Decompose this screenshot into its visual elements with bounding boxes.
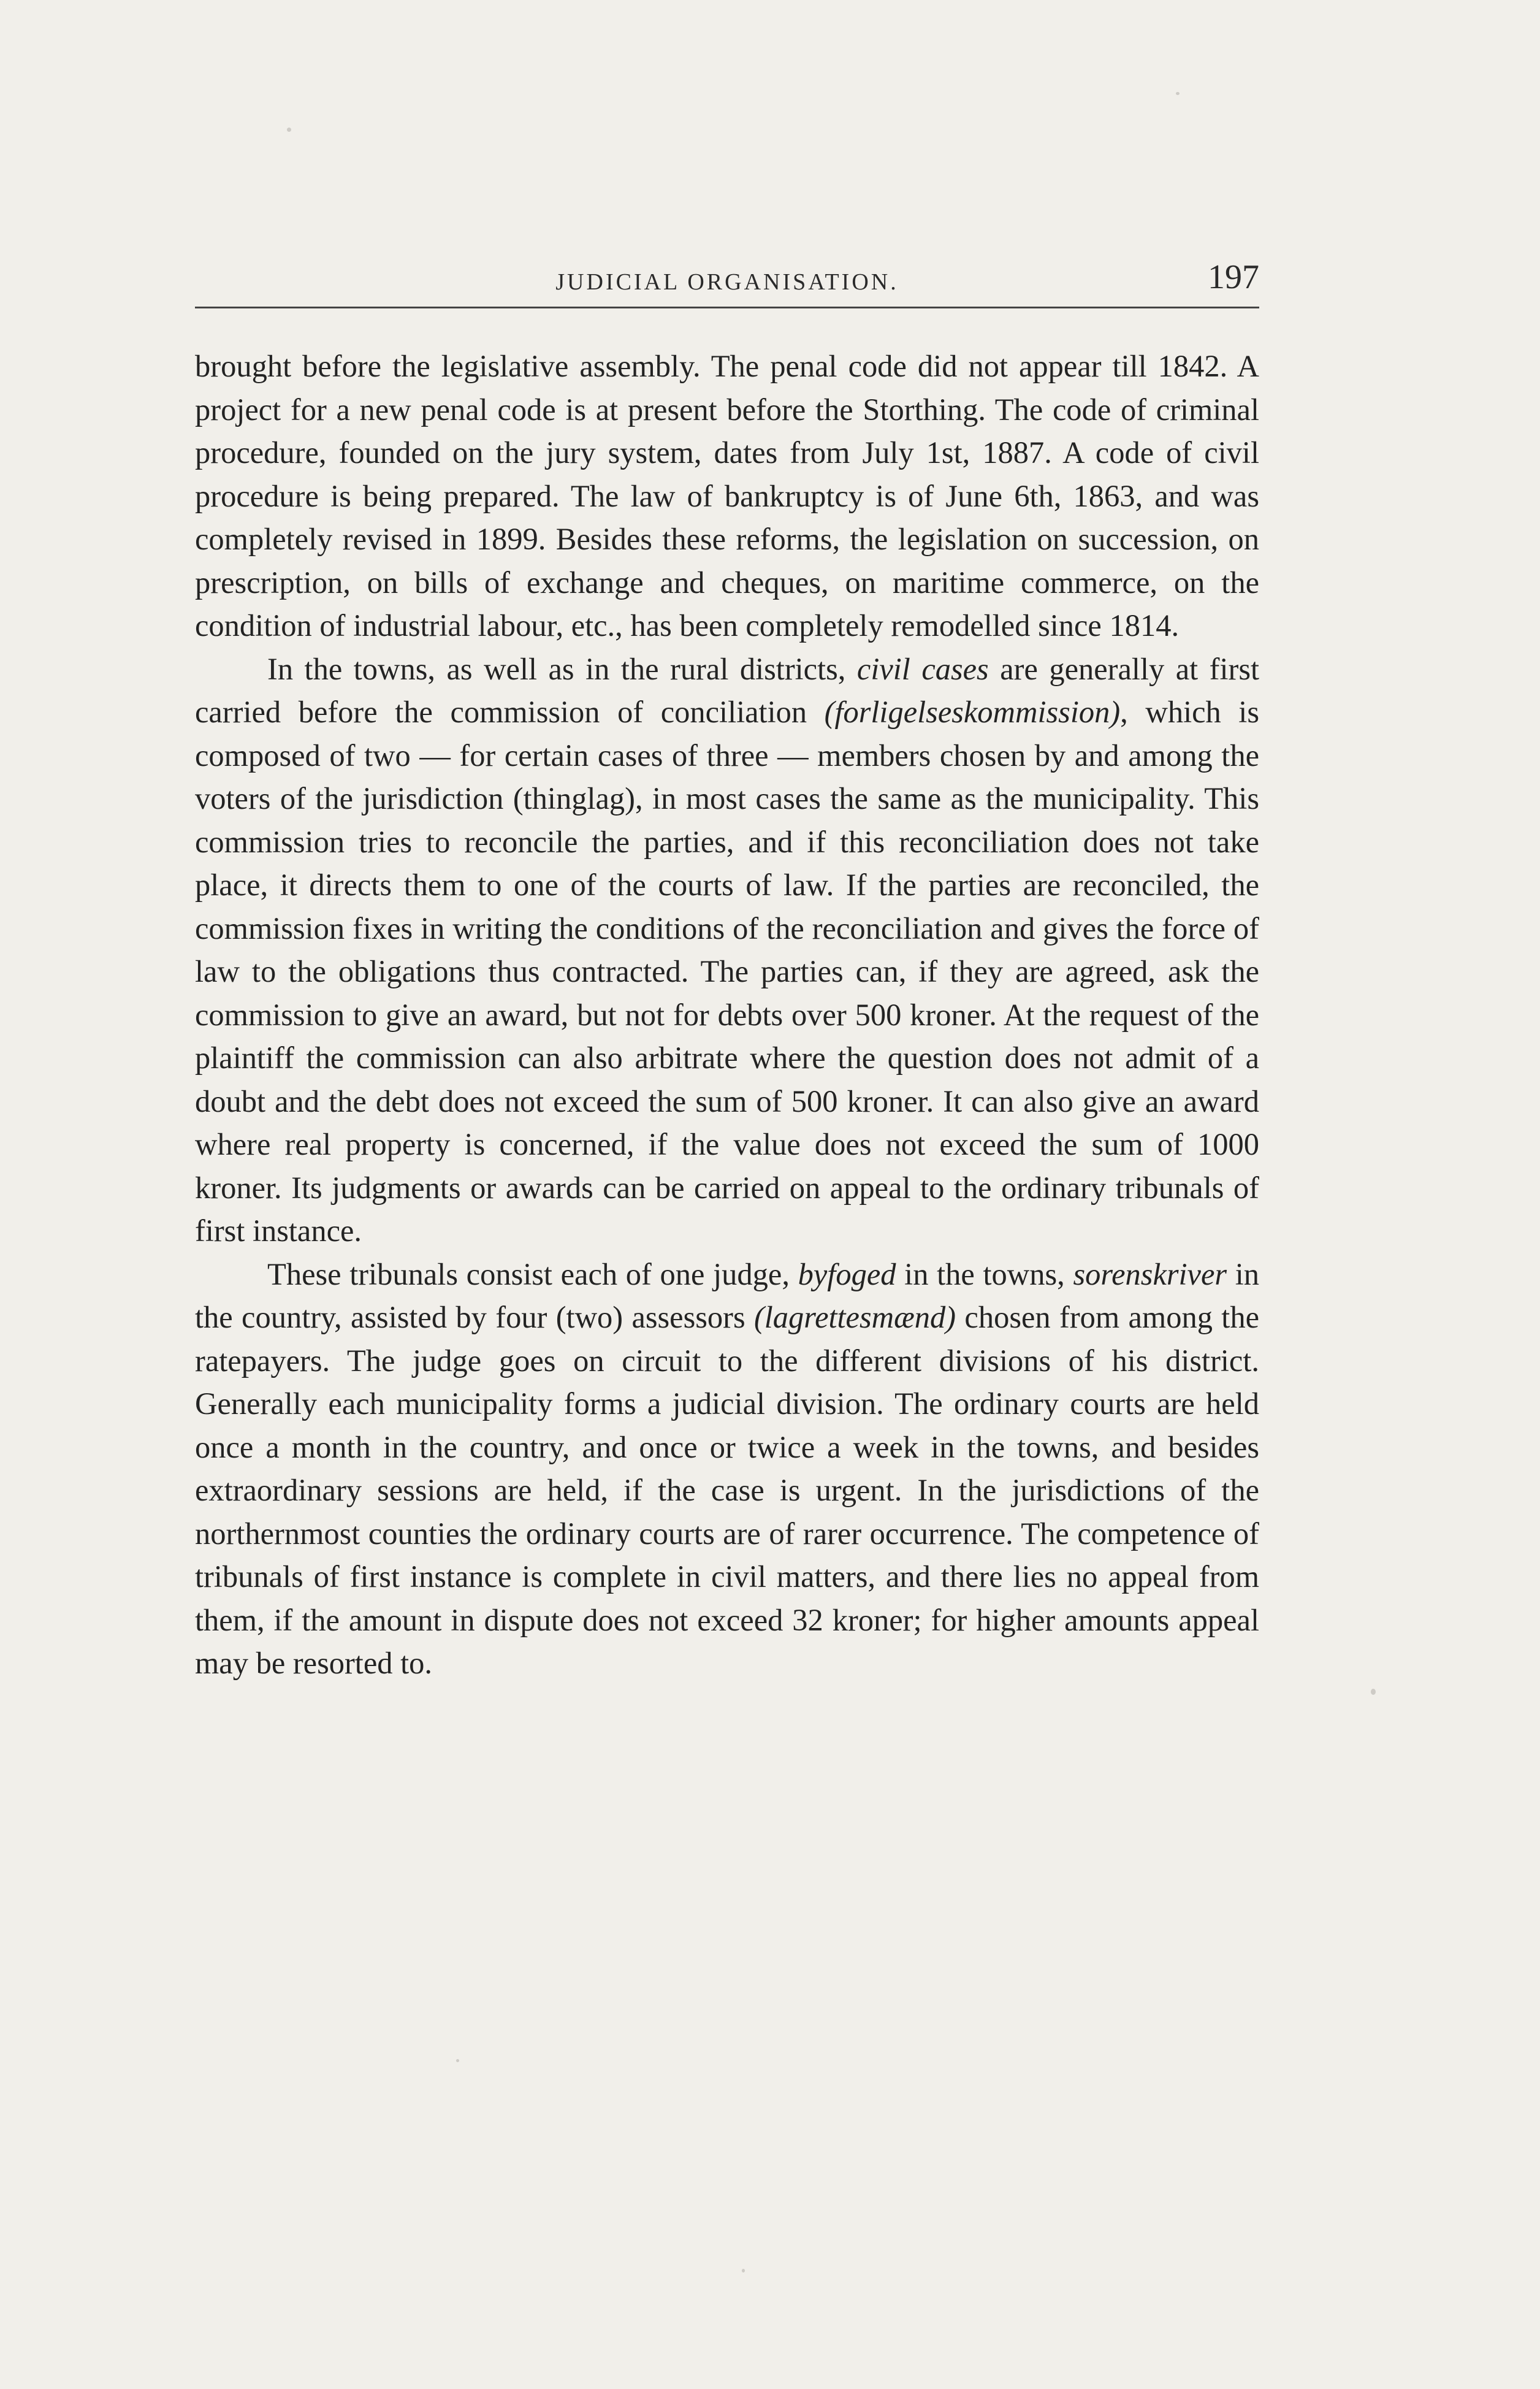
body-text	[195, 345, 1259, 1685]
text-run: chosen from among the ratepayers. The judge goes on circuit to the different divisions of his district. Generally each municipality forms a judicial division. The ordinary courts are held once a month in the country, and once or twice a week in the towns, and besides extraordinary sessions are held, if the case is urgent. In the jurisdictions of the northernmost counties the ordinary courts are of rarer occurrence. The competence of tribunals of first instance is complete in civil matters, and there lies no appeal from them, if the amount in dispute does not exceed 32 kroner; for higher amounts appeal may be resorted to.	[195, 1300, 1259, 1680]
paragraph-1	[195, 345, 1259, 648]
paper-speck	[1176, 92, 1180, 95]
text-run: , which is composed of two — for certain cases of three — members chosen by and among the voters of the jurisdiction (thinglag), in most cases the same as the municipality. This commission tries to reconcile the parties, and if this reconciliation does not take place, it directs them to one of the courts of law. If the parties are reconciled, the commission fixes in writing the conditions of the reconciliation and gives the force of law to the obligations thus contracted. The parties can, if they are agreed, ask the commission to give an award, but not for debts over 500 kroner. At the request of the plaintiff the commission can also arbitrate where the question does not admit of a doubt and the debt does not exceed the sum of 500 kroner. It can also give an award where real property is concerned, if the value does not exceed the sum of 1000 kroner. Its judgments or awards can be carried on appeal to the ordinary tribunals of first instance.	[195, 695, 1259, 1248]
page-number: 197	[1208, 258, 1259, 296]
text-run: brought before the legislative assembly. The penal code did not appear till 1842. A project for a new penal code is at present before the Storthing. The code of criminal procedure, founded on the jury system, dates from July 1st, 1887. A code of civil procedure is being prepared. The law of bankruptcy is of June 6th, 1863, and was completely revised in 1899. Besides these reforms, the legislation on succession, on prescription, on bills of exchange and cheques, on maritime commerce, on the condition of industrial labour, etc., has been completely remodelled since 1814.	[195, 349, 1259, 643]
paper-speck	[1371, 1689, 1376, 1695]
text-run: in the towns,	[896, 1256, 1073, 1291]
text-run: These tribunals consist each of one judge,	[267, 1256, 798, 1291]
text-run: in the country, assisted by four (two) assessors	[195, 1256, 1259, 1334]
paper-speck	[287, 128, 291, 132]
italic-term: byfoged	[798, 1256, 896, 1291]
paper-speck	[456, 2059, 459, 2062]
running-title: JUDICIAL ORGANISATION.	[555, 269, 899, 295]
header-rule	[195, 307, 1259, 308]
italic-term: civil cases	[856, 651, 989, 686]
paragraph-2	[195, 648, 1259, 1253]
italic-term: sorenskriver	[1073, 1256, 1227, 1291]
text-run: are generally at first carried before the commission of conciliation	[195, 651, 1260, 729]
paper-speck	[742, 2269, 745, 2272]
italic-term: (forligelseskommission)	[824, 695, 1121, 729]
running-head	[195, 258, 1259, 307]
italic-term: (lagrettesmænd)	[753, 1300, 956, 1334]
text-run: In the towns, as well as in the rural districts,	[267, 651, 857, 686]
paragraph-3	[195, 1253, 1259, 1685]
